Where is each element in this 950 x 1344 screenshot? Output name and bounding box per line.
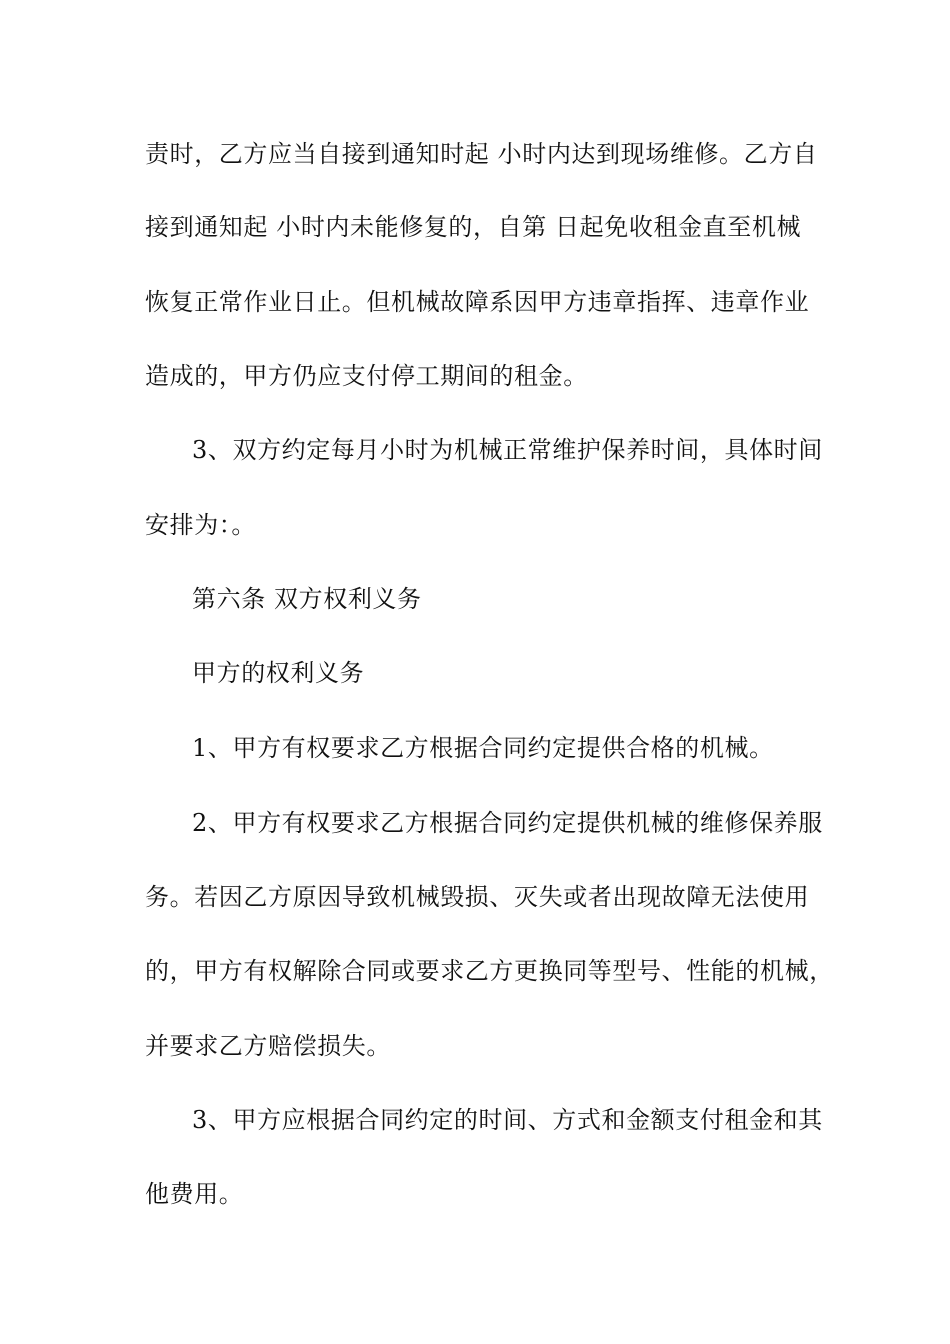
text-line: 恢复正常作业日止。但机械故障系因甲方违章指挥、违章作业 <box>145 288 810 316</box>
section-heading: 第六条 双方权利义务 <box>192 585 422 613</box>
text-line: 责时，乙方应当自接到通知时起 小时内达到现场维修。乙方自 <box>145 140 818 168</box>
text-line: 的，甲方有权解除合同或要求乙方更换同等型号、性能的机械， <box>145 957 834 985</box>
paragraph-first-line: 1、甲方有权要求乙方根据合同约定提供合格的机械。 <box>192 734 774 762</box>
text-line: 务。若因乙方原因导致机械毁损、灭失或者出现故障无法使用 <box>145 883 810 911</box>
text-line: 他费用。 <box>145 1180 244 1208</box>
paragraph-first-line: 3、双方约定每月小时为机械正常维护保养时间，具体时间 <box>192 436 823 464</box>
text-line: 安排为：。 <box>145 511 256 539</box>
paragraph-first-line: 3、甲方应根据合同约定的时间、方式和金额支付租金和其 <box>192 1106 823 1134</box>
text-line: 并要求乙方赔偿损失。 <box>145 1032 391 1060</box>
text-line: 接到通知起 小时内未能修复的，自第 日起免收租金直至机械 <box>145 213 802 241</box>
subsection-heading: 甲方的权利义务 <box>192 659 365 687</box>
text-line: 造成的，甲方仍应支付停工期间的租金。 <box>145 362 588 390</box>
paragraph-first-line: 2、甲方有权要求乙方根据合同约定提供机械的维修保养服 <box>192 809 823 837</box>
